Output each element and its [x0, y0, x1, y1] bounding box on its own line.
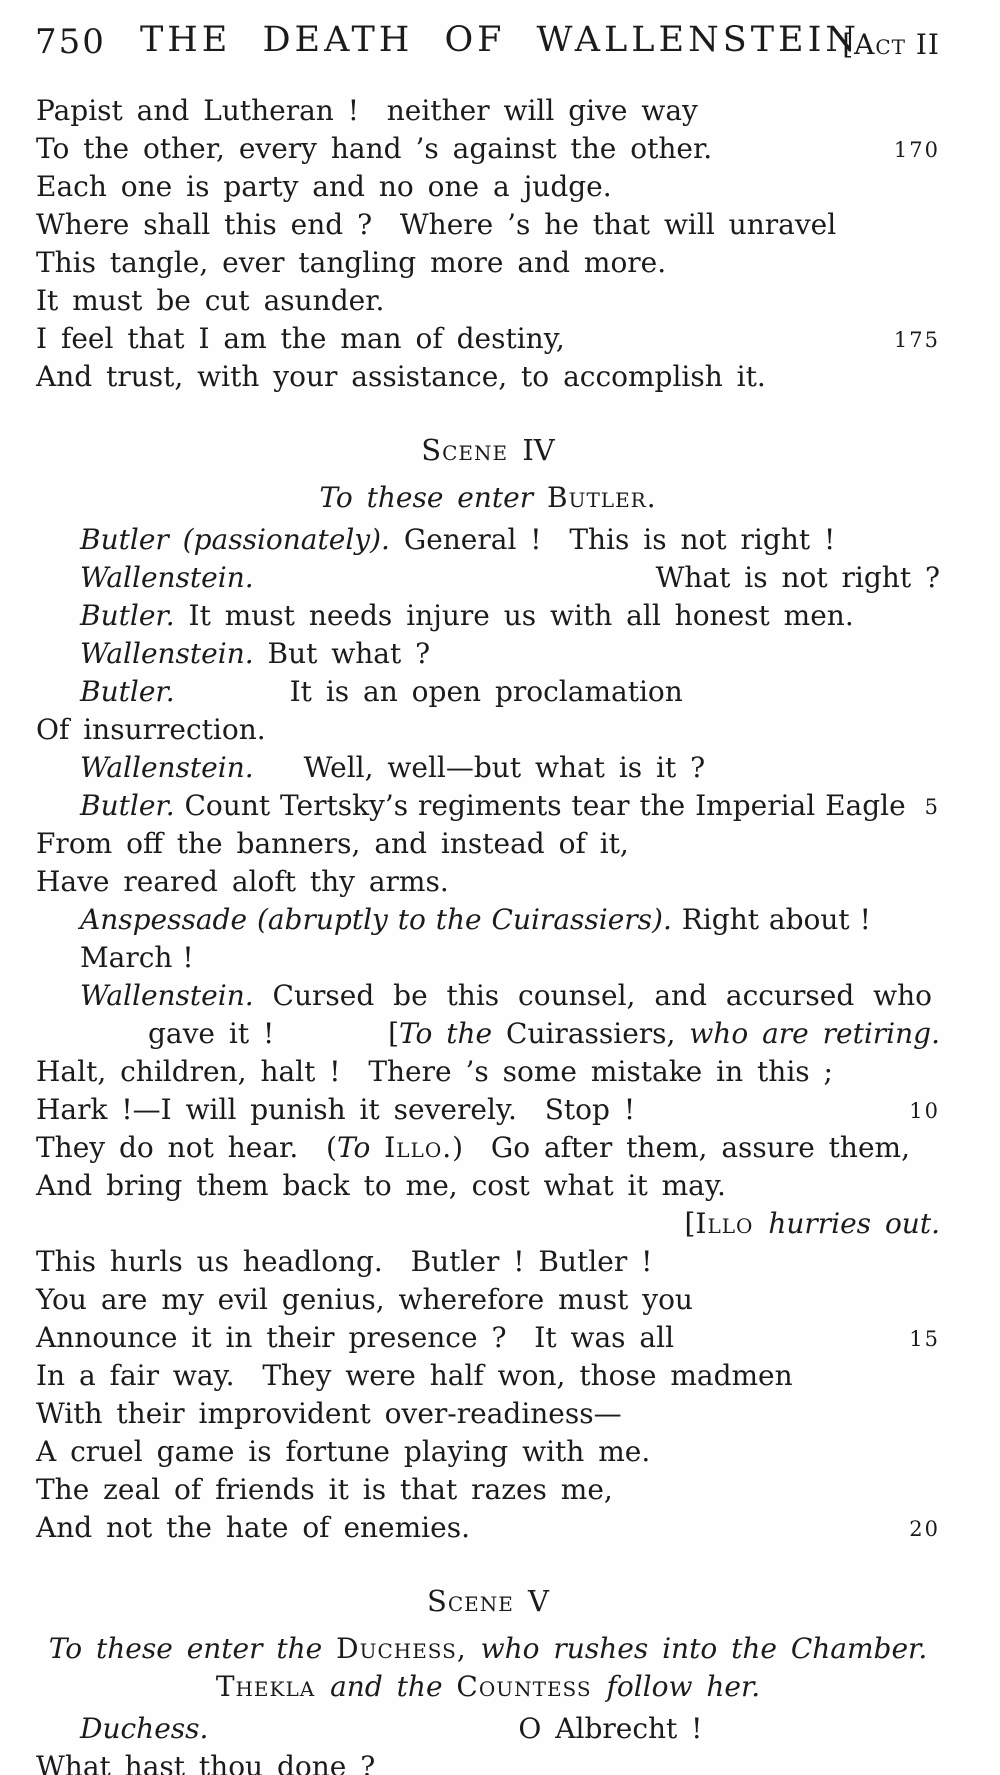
- text-segment: Scene: [426, 1584, 514, 1618]
- verse-line: [36, 244, 940, 282]
- speech-line: [36, 977, 940, 1015]
- line-number: 5: [924, 795, 940, 819]
- speech-line: [36, 597, 940, 635]
- text-segment: Where shall this end ? Where ’s he that will unravel: [36, 208, 837, 241]
- text-segment: Thekla: [215, 1670, 331, 1703]
- text-segment: hurries out.: [768, 1207, 940, 1240]
- text-segment: Cursed be this counsel, and accursed who: [253, 979, 932, 1012]
- speech-line: [36, 1509, 940, 1547]
- text-segment: Wallenstein.: [80, 561, 254, 594]
- line-number: 10: [909, 1099, 940, 1123]
- text-segment: Butler.: [80, 789, 175, 822]
- spacer: [208, 1737, 518, 1738]
- stage-direction: [36, 1630, 940, 1668]
- text-segment: Scene: [421, 433, 509, 467]
- body-lines: [36, 92, 940, 396]
- verse-line: [36, 282, 940, 320]
- speech-line: [36, 787, 940, 825]
- speech-line: [36, 1471, 940, 1509]
- text-segment: follow her.: [606, 1670, 761, 1703]
- text-segment: Butler.: [80, 675, 175, 708]
- speech-line: [36, 901, 940, 977]
- speech-line: [36, 825, 940, 863]
- text-segment: Illo: [695, 1207, 769, 1240]
- text-segment: I feel that I am the man of destiny,: [36, 322, 565, 355]
- inline-stage-direction: [656, 559, 940, 597]
- text-segment: To the other, every hand ’s against the other.: [36, 132, 713, 165]
- spacer: [175, 700, 290, 701]
- text-segment: Have reared aloft thy arms.: [36, 865, 449, 898]
- section-scene-4: [36, 431, 940, 1547]
- speech-line: [36, 1091, 940, 1129]
- text-segment: Duchess,: [336, 1632, 467, 1665]
- verse-line: [36, 358, 940, 396]
- text-segment: What is not right ?: [655, 561, 940, 594]
- inline-stage-direction: [388, 1015, 940, 1053]
- running-title: THE DEATH OF WALLENSTEIN: [139, 20, 861, 60]
- text-segment: It must be cut asunder.: [36, 284, 385, 317]
- stage-direction: [36, 1668, 940, 1706]
- text-segment: Of insurrection.: [36, 713, 266, 746]
- text-segment: With their improvident over-readiness—: [36, 1397, 622, 1430]
- speech-line: [36, 1395, 940, 1433]
- text-segment: It is an open proclamation: [289, 675, 683, 708]
- text-segment: This tangle, ever tangling more and more.: [36, 246, 667, 279]
- speech-line: [36, 863, 940, 901]
- text-segment: who are retiring.: [689, 1017, 940, 1050]
- speech-line: [36, 1167, 940, 1205]
- text-segment: And bring them back to me, cost what it may.: [36, 1169, 726, 1202]
- text-segment: To these enter: [319, 481, 548, 514]
- text-segment: V: [513, 1584, 550, 1618]
- speech-line: [36, 1243, 940, 1281]
- text-segment: Anspessade (abruptly to the Cuirassiers).: [80, 903, 672, 936]
- text-segment: Well, well—but what is it ?: [303, 751, 706, 784]
- section-verse-continuation: [36, 92, 940, 396]
- text-segment: They do not hear. (: [36, 1131, 337, 1164]
- speech-line: [36, 559, 940, 597]
- text-segment: and the: [330, 1670, 457, 1703]
- verse-line: [36, 206, 940, 244]
- text-segment: Countess: [456, 1670, 607, 1703]
- text-segment: From off the banners, and instead of it,: [36, 827, 629, 860]
- text-segment: Hark !—I will punish it severely. Stop !: [36, 1093, 636, 1126]
- verse-line: [36, 130, 940, 168]
- verse-line: [36, 320, 940, 358]
- text-segment: Count Tertsky’s regiments tear the Imperial Eagle: [174, 789, 906, 822]
- verse-line: [36, 168, 940, 206]
- text-segment: Halt, children, halt ! There ’s some mistake in this ;: [36, 1055, 833, 1088]
- speech-line: [36, 711, 940, 749]
- text-segment: gave it !: [148, 1017, 275, 1050]
- page-number: 750: [35, 22, 106, 62]
- speech-line: [36, 521, 940, 559]
- text-segment: Butler.: [547, 481, 657, 514]
- speech-line: [36, 749, 940, 787]
- text-segment: A cruel game is fortune playing with me.: [36, 1435, 651, 1468]
- scene-heading: [36, 1582, 940, 1620]
- text-segment: who rushes into the Chamber.: [466, 1632, 928, 1665]
- text-segment: In a fair way. They were half won, those madmen: [36, 1359, 793, 1392]
- text-segment: General ! This is not right !: [389, 523, 836, 556]
- text-segment: It must needs injure us with all honest men.: [174, 599, 854, 632]
- text-segment: [: [684, 1207, 696, 1240]
- text-segment: O Albrecht !: [518, 1712, 703, 1745]
- text-segment: To the: [399, 1017, 507, 1050]
- line-number: 20: [909, 1517, 940, 1541]
- body-lines: [36, 1710, 940, 1775]
- play-text: [36, 92, 940, 1775]
- text-segment: Wallenstein.: [80, 751, 254, 784]
- line-number: 15: [909, 1327, 940, 1351]
- scene-heading: [36, 431, 940, 469]
- spacer: [254, 776, 304, 777]
- text-segment: Duchess.: [80, 1712, 209, 1745]
- text-segment: What hast thou done ?: [36, 1750, 376, 1775]
- stage-direction: [36, 479, 940, 517]
- text-segment: [: [388, 1017, 399, 1050]
- speech-line: [36, 1129, 940, 1167]
- text-segment: ) Go after them, assure them,: [452, 1131, 910, 1164]
- text-segment: Right about ! March !: [80, 903, 881, 974]
- verse-line: [36, 92, 940, 130]
- section-scene-5: [36, 1582, 940, 1775]
- speech-line: [36, 1205, 940, 1243]
- text-segment: Cuirassiers,: [506, 1017, 690, 1050]
- speech-line: [36, 1319, 940, 1357]
- text-segment: Wallenstein.: [80, 979, 254, 1012]
- speech-line: [36, 1015, 940, 1053]
- line-number: 175: [893, 328, 940, 352]
- text-segment: Each one is party and no one a judge.: [36, 170, 612, 203]
- speech-line: [36, 1281, 940, 1319]
- text-segment: Announce it in their presence ? It was all: [36, 1321, 675, 1354]
- speech-line: [36, 635, 940, 673]
- text-segment: And not the hate of enemies.: [36, 1511, 470, 1544]
- act-label: [Act II: [842, 28, 940, 61]
- text-segment: To these enter the: [48, 1632, 337, 1665]
- text-segment: And trust, with your assistance, to accomplish it.: [36, 360, 766, 393]
- text-segment: This hurls us headlong. Butler ! Butler !: [36, 1245, 653, 1278]
- text-segment: Illo.: [384, 1131, 453, 1164]
- text-segment: Butler (passionately).: [80, 523, 390, 556]
- speech-line: [36, 1357, 940, 1395]
- speech-line: [36, 1433, 940, 1471]
- speech-line: [36, 673, 940, 711]
- body-lines: [36, 521, 940, 1547]
- text-segment: Butler.: [80, 599, 175, 632]
- text-segment: Wallenstein.: [80, 637, 254, 670]
- text-segment: The zeal of friends it is that razes me,: [36, 1473, 613, 1506]
- text-segment: But what ?: [253, 637, 431, 670]
- speech-line: [36, 1053, 940, 1091]
- text-segment: IV: [508, 433, 555, 467]
- text-segment: To: [336, 1131, 385, 1164]
- speech-line: [36, 1748, 940, 1775]
- line-number: 170: [893, 138, 940, 162]
- text-segment: You are my evil genius, wherefore must you: [36, 1283, 693, 1316]
- running-header: [0, 0, 1000, 80]
- text-segment: Papist and Lutheran ! neither will give way: [36, 94, 698, 127]
- speech-line: [36, 1710, 940, 1748]
